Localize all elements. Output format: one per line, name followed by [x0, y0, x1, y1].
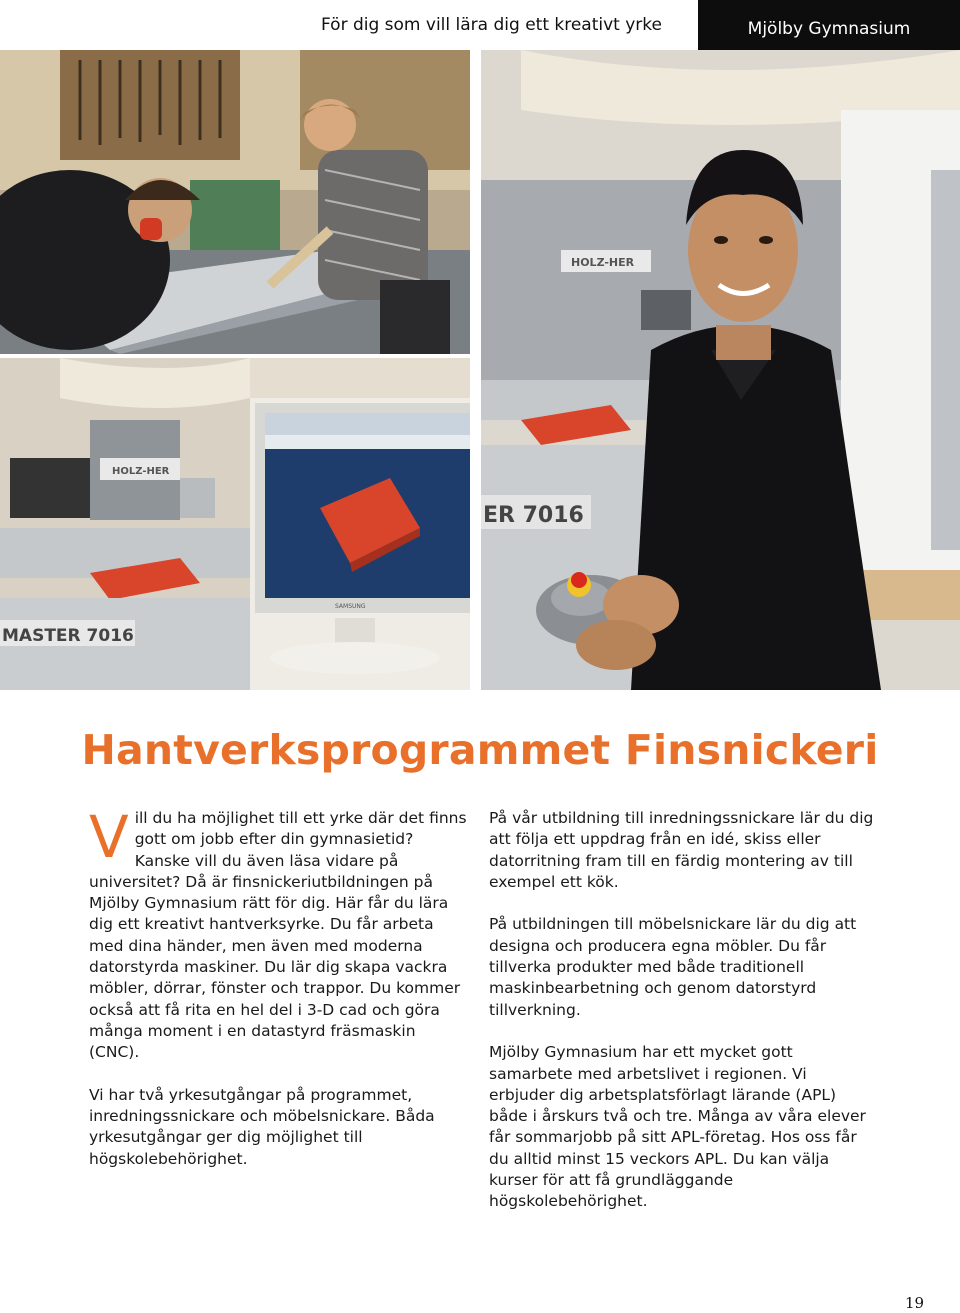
left-paragraph-1 [89, 803, 469, 1064]
right-paragraph-1: På vår utbildning till inredningssnickare lär du dig att följa ett uppdrag från en idé, skiss eller datorritning fram till en färdig montering av till exempel ett kök. [489, 809, 874, 891]
cnc-model-label: MASTER 7016 [2, 626, 134, 646]
page-header [0, 0, 960, 50]
cnc-model-label-right: ER 7016 [483, 503, 584, 528]
photo-cnc-machine-monitor [0, 358, 470, 690]
monitor-brand-label: SAMSUNG [335, 603, 366, 610]
right-paragraph-2: På utbildningen till möbelsnickare lär du dig att designa och producera egna möbler. Du får tillverka produkter med både traditionell maskinbearbetning och genom datorstyrd tillverkning. [489, 915, 857, 1019]
left-text-column [89, 803, 469, 1191]
header-school-name: Mjölby Gymnasium [698, 0, 960, 50]
right-paragraph-3: Mjölby Gymnasium har ett mycket gott samarbete med arbetslivet i regionen. Vi erbjuder dig arbetsplatsförlagt lärande (APL) både i årskurs två och tre. Många av våra elever får sommarjobb på sitt APL-företag. Hos oss får du alltid minst 15 veckors APL. Du kan välja kurser för att få grundläggande högskolebehörighet. [489, 1043, 866, 1211]
cnc-brand-label-right: HOLZ-HER [571, 256, 635, 269]
photo-students-sawing [0, 50, 470, 354]
photo-student-with-controller [481, 50, 960, 690]
page-number: 19 [905, 1294, 925, 1312]
drop-cap: V [89, 803, 129, 871]
left-paragraph-2: Vi har två yrkesutgångar på programmet, inredningssnickare och möbelsnickare. Båda yrkesutgångar ger dig möjlighet till högskolebehörighet. [89, 1085, 435, 1168]
header-tagline: För dig som vill lära dig ett kreativt yrke [321, 15, 662, 35]
page-title: Hantverksprogrammet Finsnickeri [81, 726, 879, 774]
right-text-column [489, 808, 874, 1234]
left-paragraph-1-text: ill du ha möjlighet till ett yrke där det finns gott om jobb efter din gymnasietid? Kanske vill du även läsa vidare på universitet? Då är finsnickeriutbildningen på Mjölby Gymnasium rätt för dig. Här får du lära dig ett kreativt hantverksyrke. Du får arbeta med dina händer, men även med moderna datorstyrda maskiner. Du lär dig skapa vackra möbler, dörrar, fönster och trappor. Du kommer också att få rita en hel del i 3-D cad och göra många moment i en datastyrd fräsmaskin (CNC). [89, 809, 467, 1062]
cnc-brand-label: HOLZ-HER [112, 466, 170, 477]
